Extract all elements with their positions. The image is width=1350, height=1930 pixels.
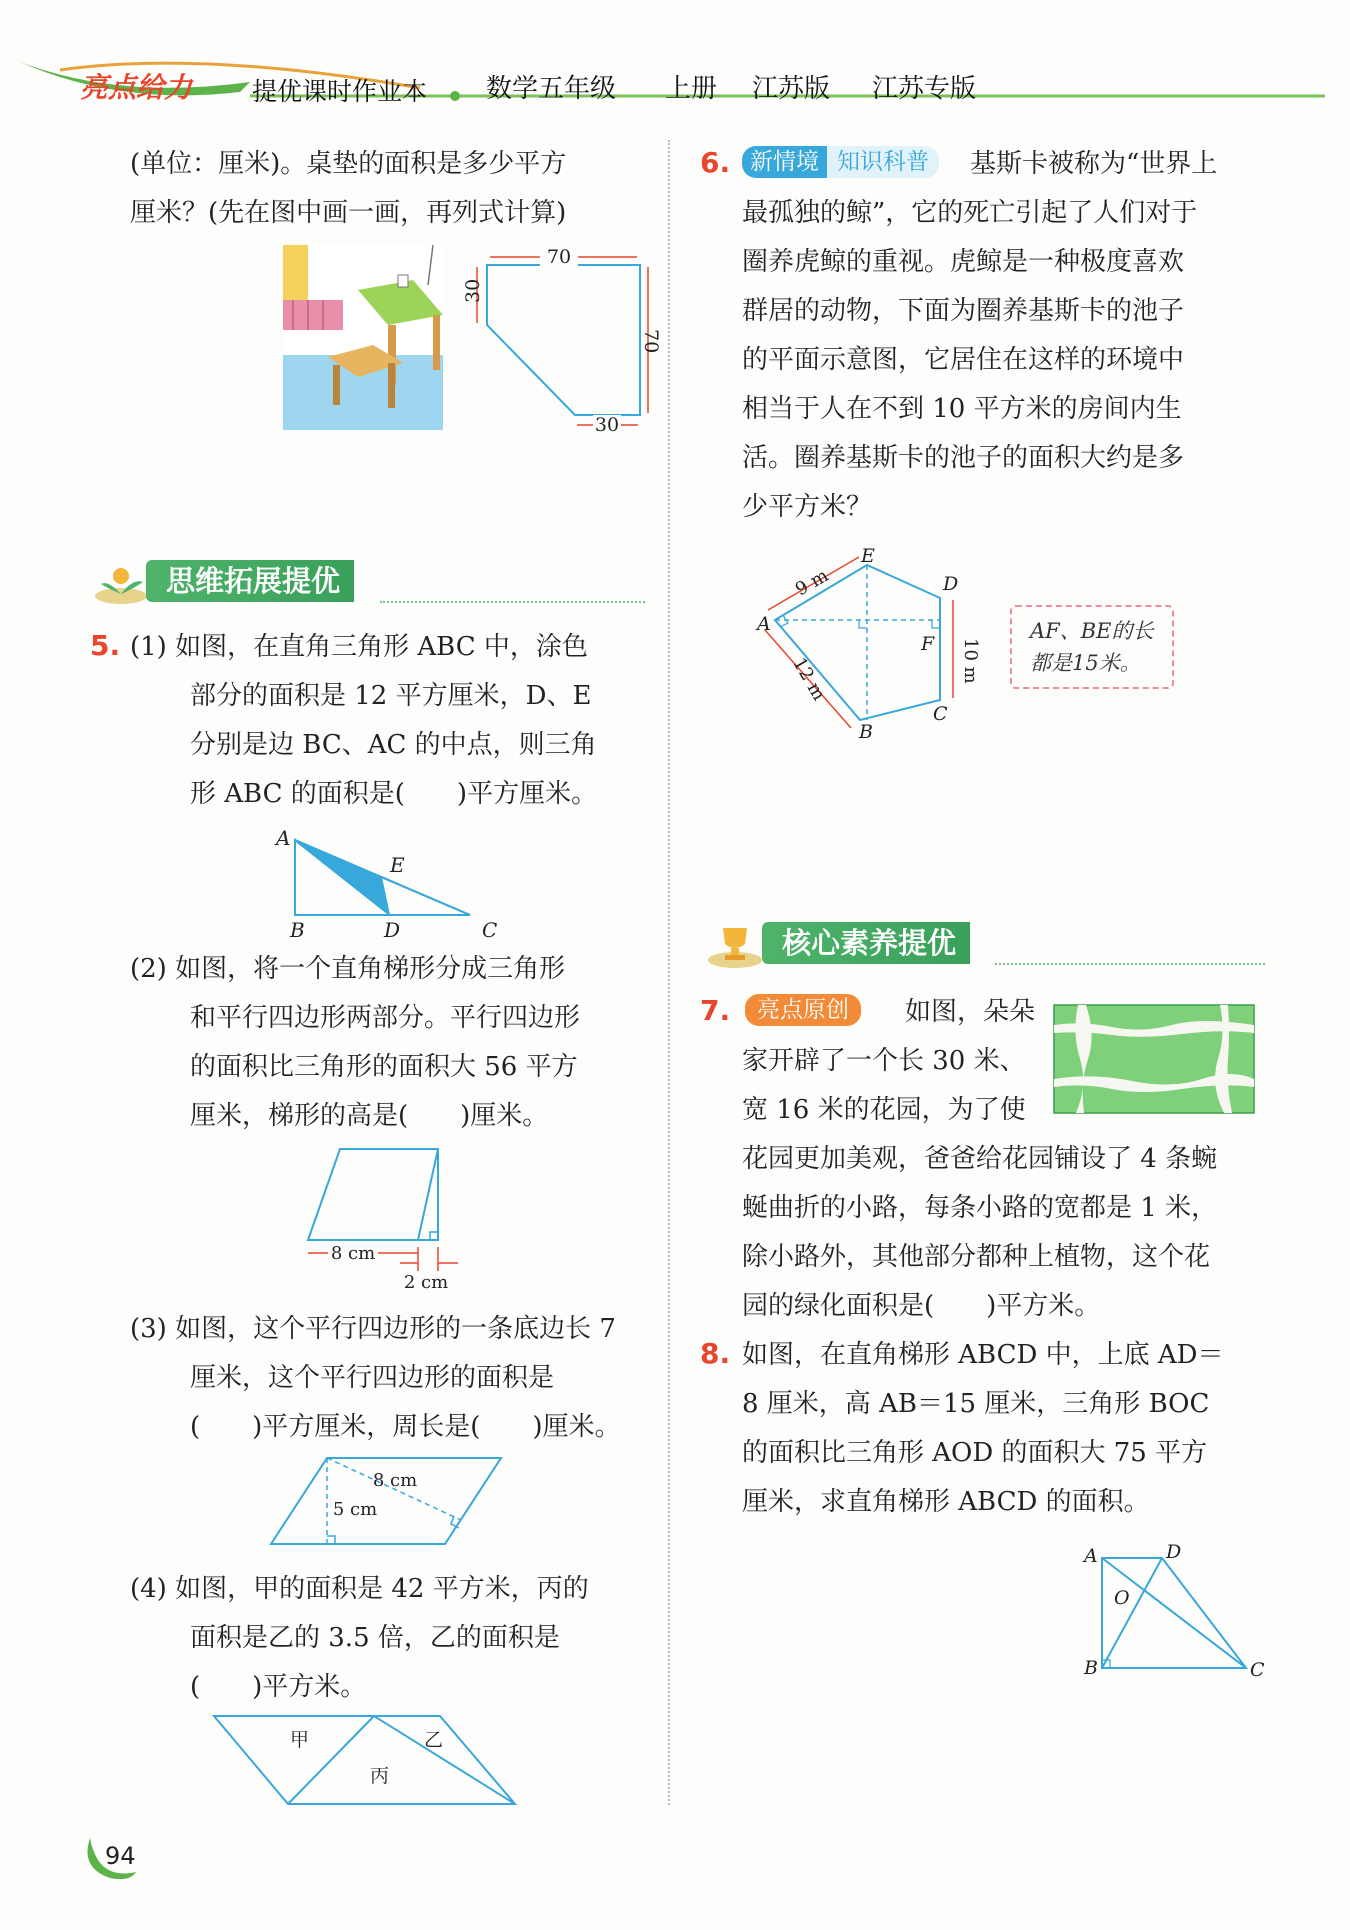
q6-hint-box	[1010, 605, 1174, 689]
column-divider	[668, 140, 670, 1805]
q5-p2-line4: 厘米，梯形的高是( )厘米。	[190, 1101, 549, 1131]
q5-p1-line1: (1) 如图，在直角三角形 ABC 中，涂色	[130, 632, 588, 662]
q6-hint-line2: 都是15米。	[1030, 651, 1141, 675]
q7-tag-original: 亮点原创	[745, 994, 861, 1026]
q8-line3: 的面积比三角形 AOD 的面积大 75 平方	[742, 1438, 1208, 1468]
q5-p2-dim-8: 8 cm	[330, 1243, 376, 1264]
fig-bottom-dim: 30	[594, 414, 620, 436]
q7-line6: 除小路外，其他部分都种上植物，这个花	[742, 1242, 1211, 1272]
q5-p3-line1: (3) 如图，这个平行四边形的一条底边长 7	[130, 1314, 616, 1344]
header-edition: 江苏版	[752, 74, 831, 104]
q7-garden-figure	[1052, 1003, 1257, 1115]
q5-p4-line1: (4) 如图，甲的面积是 42 平方米，丙的	[130, 1574, 589, 1604]
q8-label-b: B	[1084, 1657, 1098, 1679]
room-illustration	[283, 245, 443, 430]
q5-p3-line2: 厘米，这个平行四边形的面积是	[190, 1363, 555, 1393]
page-number: 94	[105, 1842, 136, 1870]
q5-p1-line2: 部分的面积是 12 平方厘米，D、E	[190, 681, 592, 711]
header-subject: 数学五年级	[486, 74, 617, 104]
book-subtitle: 提优课时作业本	[252, 77, 428, 106]
q5-composite-figure	[210, 1712, 520, 1812]
q7-line1: 如图，朵朵	[905, 997, 1036, 1027]
desk-pad-figure	[462, 245, 662, 440]
fig-top-dim: 70	[546, 246, 572, 268]
q6-line6: 相当于人在不到 10 平方米的房间内生	[742, 394, 1182, 424]
q5-parallelogram-figure	[265, 1452, 510, 1552]
q6-line1: 基斯卡被称为“世界上	[970, 149, 1218, 179]
q8-line4: 厘米，求直角梯形 ABCD 的面积。	[742, 1487, 1150, 1517]
q5-trapezoid-figure	[300, 1145, 475, 1295]
q8-label-o: O	[1114, 1587, 1130, 1609]
q6-label-f: F	[921, 633, 935, 655]
brand-logo: 亮点给力	[80, 71, 193, 104]
q8-label-d: D	[1166, 1541, 1182, 1563]
q6-dim-ae: 9 m	[791, 565, 833, 601]
q5-label-jia: 甲	[290, 1729, 310, 1751]
q7-line2: 家开辟了一个长 30 米、	[742, 1046, 1026, 1076]
q6-line5: 的平面示意图，它居住在这样的环境中	[742, 345, 1185, 375]
section-divider-2	[995, 963, 1265, 965]
q7-line5: 蜒曲折的小路，每条小路的宽都是 1 米，	[742, 1193, 1218, 1223]
q8-label-c: C	[1250, 1659, 1265, 1681]
q5-p3-dim-5: 5 cm	[332, 1499, 378, 1520]
q8-line1: 如图，在直角梯形 ABCD 中，上底 AD＝	[742, 1340, 1224, 1370]
q5-p2-line1: (2) 如图，将一个直角梯形分成三角形	[130, 954, 566, 984]
q6-line8: 少平方米？	[742, 492, 873, 522]
section-core-title: 核心素养提优	[762, 922, 970, 964]
q6-label-c: C	[933, 703, 948, 725]
q8-label-a: A	[1084, 1545, 1098, 1567]
q5-p4-line2: 面积是乙的 3.5 倍，乙的面积是	[190, 1623, 560, 1653]
q6-tag-group	[742, 146, 939, 178]
q5-label-e: E	[390, 853, 405, 877]
q5-triangle-figure	[270, 825, 510, 940]
q8-number: 8.	[700, 1337, 731, 1370]
q6-label-d: D	[943, 573, 959, 595]
q6-tag-science: 知识科普	[827, 146, 939, 178]
q6-number: 6.	[700, 146, 731, 179]
q8-trapezoid-figure	[1078, 1540, 1263, 1680]
q6-line7: 活。圈养基斯卡的池子的面积大约是多	[742, 443, 1185, 473]
q5-label-bing: 丙	[370, 1765, 390, 1787]
sprout-icon	[93, 560, 148, 606]
q6-line2: 最孤独的鲸”，它的死亡引起了人们对于	[742, 198, 1198, 228]
q5-p3-line3: ( )平方厘米，周长是( )厘米。	[190, 1412, 621, 1442]
fig-right-dim: 70	[640, 329, 662, 354]
trophy-icon	[705, 920, 765, 970]
q5-label-b: B	[290, 918, 305, 942]
q5-p2-line2: 和平行四边形两部分。平行四边形	[190, 1003, 581, 1033]
q5-label-yi: 乙	[424, 1729, 444, 1751]
q5-p4-line3: ( )平方米。	[190, 1672, 367, 1702]
q8-line2: 8 厘米，高 AB＝15 厘米，三角形 BOC	[742, 1389, 1210, 1419]
q5-number: 5.	[90, 629, 121, 662]
q6-dim-dc: 10 m	[960, 638, 981, 684]
q6-dim-ab: 12 m	[788, 654, 830, 705]
q5-label-d: D	[384, 918, 401, 942]
q6-label-b: B	[859, 721, 873, 743]
q5-p1-line4: 形 ABC 的面积是( )平方厘米。	[190, 779, 598, 809]
header-special: 江苏专版	[872, 74, 977, 104]
section-thinking-title: 思维拓展提优	[146, 560, 354, 602]
q6-label-a: A	[757, 613, 771, 635]
q7-line7: 园的绿化面积是( )平方米。	[742, 1291, 1101, 1321]
q5-label-a: A	[276, 826, 291, 850]
q6-line4: 群居的动物，下面为圈养基斯卡的池子	[742, 296, 1185, 326]
header-volume: 上册	[665, 74, 718, 104]
q7-line4: 花园更加美观，爸爸给花园铺设了 4 条蜿	[742, 1144, 1218, 1174]
q5-p2-dim-2: 2 cm	[403, 1272, 449, 1293]
q6-line3: 圈养虎鲸的重视。虎鲸是一种极度喜欢	[742, 247, 1185, 277]
q4-text-line2: 厘米？(先在图中画一画，再列式计算)	[130, 198, 567, 228]
q6-pool-figure	[755, 540, 981, 743]
q5-p3-dim-8: 8 cm	[372, 1470, 418, 1491]
fig-left-dim: 30	[462, 278, 484, 303]
q5-label-c: C	[482, 918, 498, 942]
q6-tag-new-context: 新情境	[742, 146, 827, 178]
q5-p1-line3: 分别是边 BC、AC 的中点，则三角	[190, 730, 597, 760]
section-divider	[380, 601, 645, 603]
q7-number: 7.	[700, 994, 731, 1027]
q6-label-e: E	[861, 545, 875, 567]
q7-line3: 宽 16 米的花园，为了使	[742, 1095, 1026, 1125]
q6-hint-line1: AF、BE的长	[1030, 619, 1154, 643]
q4-text-line1: (单位：厘米)。桌垫的面积是多少平方	[130, 149, 567, 179]
q5-p2-line3: 的面积比三角形的面积大 56 平方	[190, 1052, 578, 1082]
